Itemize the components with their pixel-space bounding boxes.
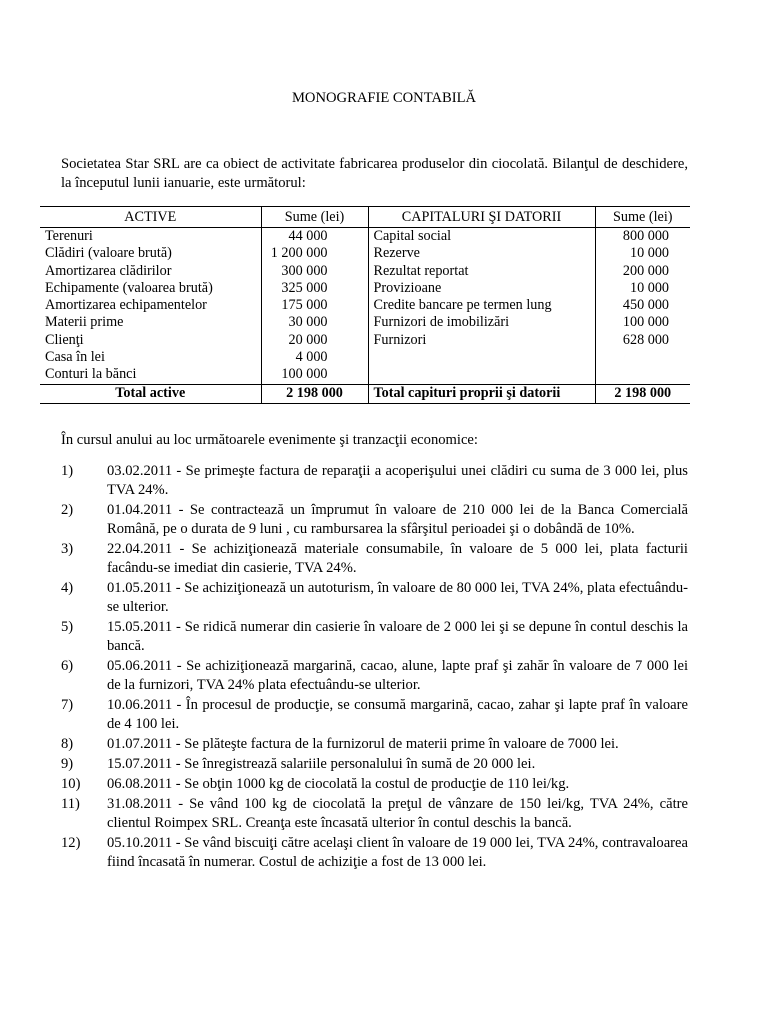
- list-item-text: 01.07.2011 - Se plăteşte factura de la furnizorul de materii prime în valoare de 7000 lei.: [107, 736, 619, 752]
- list-item: [61, 775, 688, 794]
- list-item-text: 15.07.2011 - Se înregistrează salariile personalului în sumă de 20 000 lei.: [107, 756, 536, 772]
- liability-value: 800 000: [622, 228, 669, 244]
- asset-value: 175 000: [261, 297, 368, 314]
- opening-balance-table: [40, 206, 690, 404]
- list-item: [61, 696, 688, 734]
- list-item-text: 01.04.2011 - Se contractează un împrumut în valoare de 210 000 lei de la Banca Comercială Română, pe o durata de 9 luni , cu rambursarea la sfârşitul perioadei şi o dobândă de 10%.: [107, 502, 688, 537]
- list-item: [61, 462, 688, 500]
- list-item: [61, 755, 688, 774]
- liability-name: Furnizori de imobilizări: [368, 314, 595, 331]
- document-title: MONOGRAFIE CONTABILĂ: [291, 90, 477, 106]
- list-item: [61, 579, 688, 617]
- list-item-number: 10): [61, 776, 81, 792]
- list-item: [61, 657, 688, 695]
- asset-value: 44 000: [261, 228, 368, 246]
- liability-value: [595, 366, 690, 384]
- table-row: [40, 349, 690, 366]
- liability-name: [368, 366, 595, 384]
- list-item-number: 3): [61, 541, 74, 557]
- intro-paragraph: Societatea Star SRL are ca obiect de activitate fabricarea produselor din ciocolată. Bilanţul de deschidere, la începutul lunii ianuarie, este următorul:: [61, 156, 688, 191]
- liability-value: 200 000: [622, 262, 669, 279]
- asset-name: Materii prime: [40, 314, 261, 331]
- list-item-text: 03.02.2011 - Se primeşte factura de reparaţii a acoperişului unei clădiri cu suma de 3 000 lei, plus TVA 24%.: [107, 463, 688, 498]
- list-item-text: 05.10.2011 - Se vând biscuiţi către acelaşi client în valoare de 19 000 lei, TVA 24%, contravaloarea fiind încasată în numerar. Costul de achiziţie a fost de 13 000 lei.: [107, 835, 688, 870]
- asset-value: 4 000: [261, 349, 368, 366]
- header-sums-liabilities: Sume (lei): [595, 207, 690, 228]
- list-item-number: 4): [61, 580, 74, 596]
- liability-value: 10 000: [629, 245, 669, 262]
- asset-value: 300 000: [261, 263, 368, 280]
- total-assets-label: Total active: [40, 384, 261, 403]
- table-row: [40, 366, 690, 384]
- list-item: [61, 795, 688, 833]
- list-item: [61, 618, 688, 656]
- asset-name: Amortizarea clădirilor: [40, 263, 261, 280]
- events-list: [61, 462, 688, 873]
- asset-name: Terenuri: [40, 228, 261, 246]
- liability-name: Credite bancare pe termen lung: [368, 297, 595, 314]
- liability-value: 628 000: [622, 331, 669, 348]
- asset-name: Conturi la bănci: [40, 366, 261, 384]
- asset-value: 20 000: [261, 332, 368, 349]
- list-item: [61, 540, 688, 578]
- list-item-text: 10.06.2011 - În procesul de producţie, se consumă margarină, cacao, zahar şi lapte praf în valoare de 4 100 lei.: [107, 697, 688, 732]
- liability-name: Rezultat reportat: [368, 263, 595, 280]
- list-item-number: 8): [61, 736, 74, 752]
- list-item-number: 7): [61, 697, 74, 713]
- header-capital-liabilities: CAPITALURI ŞI DATORII: [368, 207, 595, 228]
- list-item-text: 05.06.2011 - Se achiziţionează margarină, cacao, alune, lapte praf şi zahăr în valoare de 7 000 lei de la furnizori, TVA 24% plata efectuându-se ulterior.: [107, 658, 688, 693]
- asset-name: Amortizarea echipamentelor: [40, 297, 261, 314]
- list-item-number: 11): [61, 796, 80, 812]
- asset-value: 1 200 000: [261, 245, 368, 262]
- table-row: [40, 314, 690, 331]
- list-item-number: 1): [61, 463, 74, 479]
- table-total-row: [40, 384, 690, 403]
- list-item-number: 12): [61, 835, 81, 851]
- events-intro: În cursul anului au loc următoarele evenimente şi tranzacţii economice:: [61, 432, 478, 448]
- liability-value: 10 000: [629, 279, 669, 296]
- list-item-text: 15.05.2011 - Se ridică numerar din casierie în valoare de 2 000 lei şi se depune în contul deschis la bancă.: [107, 619, 688, 654]
- header-sums-assets: Sume (lei): [261, 207, 368, 228]
- list-item: [61, 834, 688, 872]
- asset-value: 325 000: [261, 280, 368, 297]
- liability-name: Capital social: [368, 228, 595, 246]
- liability-value: 450 000: [622, 297, 669, 314]
- asset-name: Clădiri (valoare brută): [40, 245, 261, 262]
- table-row: [40, 280, 690, 297]
- table-row: [40, 245, 690, 262]
- liability-value: [595, 349, 690, 366]
- list-item: [61, 501, 688, 539]
- asset-name: Clienţi: [40, 332, 261, 349]
- list-item-text: 22.04.2011 - Se achiziţionează materiale consumabile, în valoare de 5 000 lei, plata facturii facându-se imediat din casierie, TVA 24%.: [107, 541, 688, 576]
- list-item-text: 01.05.2011 - Se achiziţionează un autoturism, în valoare de 80 000 lei, TVA 24%, plata efectuându-se ulterior.: [107, 580, 688, 615]
- liability-value: 100 000: [622, 314, 669, 331]
- total-liabilities-label: Total capituri proprii şi datorii: [368, 384, 595, 403]
- total-assets-value: 2 198 000: [261, 384, 368, 403]
- liability-name: Rezerve: [368, 245, 595, 262]
- list-item-text: 06.08.2011 - Se obţin 1000 kg de ciocolată la costul de producţie de 110 lei/kg.: [107, 776, 570, 792]
- asset-value: 100 000: [261, 366, 368, 384]
- total-liabilities-value: 2 198 000: [595, 384, 690, 403]
- header-active: ACTIVE: [40, 207, 261, 228]
- list-item-text: 31.08.2011 - Se vând 100 kg de ciocolată la preţul de vânzare de 150 lei/kg, TVA 24%, către clientul Roimpex SRL. Creanţa este încasată ulterior în contul deschis la bancă.: [107, 796, 688, 831]
- list-item-number: 9): [61, 756, 74, 772]
- liability-name: Provizioane: [368, 280, 595, 297]
- list-item: [61, 735, 688, 754]
- table-header-row: [40, 207, 690, 228]
- table-row: [40, 332, 690, 349]
- list-item-number: 2): [61, 502, 74, 518]
- table-row: [40, 297, 690, 314]
- asset-name: Casa în lei: [40, 349, 261, 366]
- liability-name: Furnizori: [368, 332, 595, 349]
- asset-value: 30 000: [261, 314, 368, 331]
- asset-name: Echipamente (valoarea brută): [40, 280, 261, 297]
- list-item-number: 6): [61, 658, 74, 674]
- liability-name: [368, 349, 595, 366]
- list-item-number: 5): [61, 619, 74, 635]
- table-row: [40, 263, 690, 280]
- table-row: [40, 228, 690, 246]
